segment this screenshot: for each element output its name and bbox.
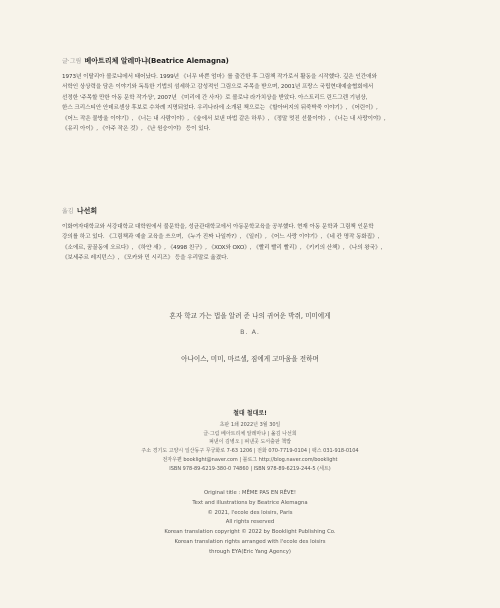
translator-bio-line: 《소에르, 꿈꿀동에 오르다》, 《하얀 새》, 《4998 친구》, 《XOX와 OXO》, 《빨리 빨리 빨리》, 《키키의 산책》, 《나의 왕국》, [62,244,383,251]
rights-line: All rights reserved [225,519,275,526]
author-bio-line: 한스 크리스티안 안데르센상 후보로 수차례 지명되었다. 우리나라에 소개된 책으로는 《할아버지의 뒤죽박죽 이야기》, 《어린이》, [62,105,378,112]
acknowledgement-line: 아나이스, 미미, 마르셀, 짐에게 고마움을 전하며 [181,355,319,363]
rights-line: through EYA(Eric Yang Agency) [209,548,291,555]
dedication [0,311,500,363]
author-heading [62,56,442,67]
author-bio-line: 1973년 이탈리아 볼로냐에서 태어났다. 1999년 《너무 바쁜 엄마》를 출간한 후 그림책 작가로서 활동을 시작했다. 깊은 인간애와 [62,74,377,80]
translator-bio [62,206,442,264]
author-bio-line: 《유리 아이》, 《아주 작은 것》, 《난 원숭이야》 등이 있다. [62,126,211,133]
rights-notice [0,489,500,558]
colophon-line: 전자우편 booklight@naver.com | 블로그 http://blog.naver.com/booklight [162,456,338,463]
author-bio [62,56,442,134]
translator-bio-line: 《보세주르 레지던스》, 《모카와 민 시리즈》 등을 우리말로 옮겼다. [62,255,229,262]
translator-name: 나선희 [76,207,98,215]
author-bio-line: 선정한 '주목할 만한 아동 문학 작가상', 2007년 《미리에 간 사자》로 볼로냐 라가치상을 받았다. 아스트리드 린드그렌 기념상, [62,94,368,101]
rights-line: Korean translation copyright © 2022 by Booklight Publishing Co. [164,529,336,536]
colophon-title: 철대 철대로! [233,410,267,417]
colophon-line: 글·그림 베아트리체 알레마냐 | 옮김 나선희 [203,430,297,437]
translator-role: 옮김 [62,208,74,215]
rights-line: Text and illustrations by Beatrice Alemagna [192,499,308,506]
colophon-lines [0,421,500,473]
translator-heading [62,206,442,217]
translator-bio-line: 강의를 하고 있다. 《그림책과 예술 교육을 쓰으며, 《누가 진짜 나일까?》, 《일러》, 《어느 사랑 이야기》, 《네 칸 명작 동화집》, [62,234,380,241]
author-name: 베아트리체 알레마냐(Beatrice Alemagna) [84,57,229,65]
rights-line: Korean translation rights arranged with l'ecole des loisirs [174,538,326,545]
author-bio-line: 서학인 상상력을 담은 이야기와 독특한 기법의 섬세하고 감성적인 그림으로 주목을 받으며, 2001년 프랑스 국립현대예술협회에서 [62,84,374,91]
author-bio-text [62,72,442,134]
author-role: 글·그림 [62,58,82,65]
dedication-line: 혼자 학교 가는 법을 알려 준 나의 귀여운 박쥐, 미미에게 [169,312,331,320]
translator-bio-text [62,222,442,264]
dedication-signature: B. A. [240,328,260,336]
translator-bio-line: 이화여자대학교와 서강대학교 대학원에서 불문학을, 성균관대학교에서 아동문학교육을 공부했다. 현재 아동 문학과 그림책 인문학 [62,224,374,230]
colophon-line: 주소 경기도 고양시 일산동구 무궁화로 7-63 1206 | 전화 070-7719-0104 | 팩스 031-918-0104 [141,448,359,455]
author-bio-line: 《어느 작은 물방울 이야기》, 《너는 내 사람이야》, 《숲에서 보낸 마법 같은 하루》, 《정말 멋진 선물이야》, 《너는 내 사랑이야》, [62,115,386,122]
colophon-line: 초판 1쇄 2022년 3월 30일 [219,422,281,428]
rights-line: © 2021, l'ecole des loisirs, Paris [207,509,293,516]
colophon-line: ISBN 978-89-6219-380-0 74860 | ISBN 978-89-6219-244-5 (세트) [169,465,331,472]
colophon [0,409,500,473]
colophon-line: 펴낸이 김병오 | 펴낸곳 도서출판 책밥 [208,439,292,446]
rights-line: Original title : MÊME PAS EN RÊVE! [203,490,297,496]
